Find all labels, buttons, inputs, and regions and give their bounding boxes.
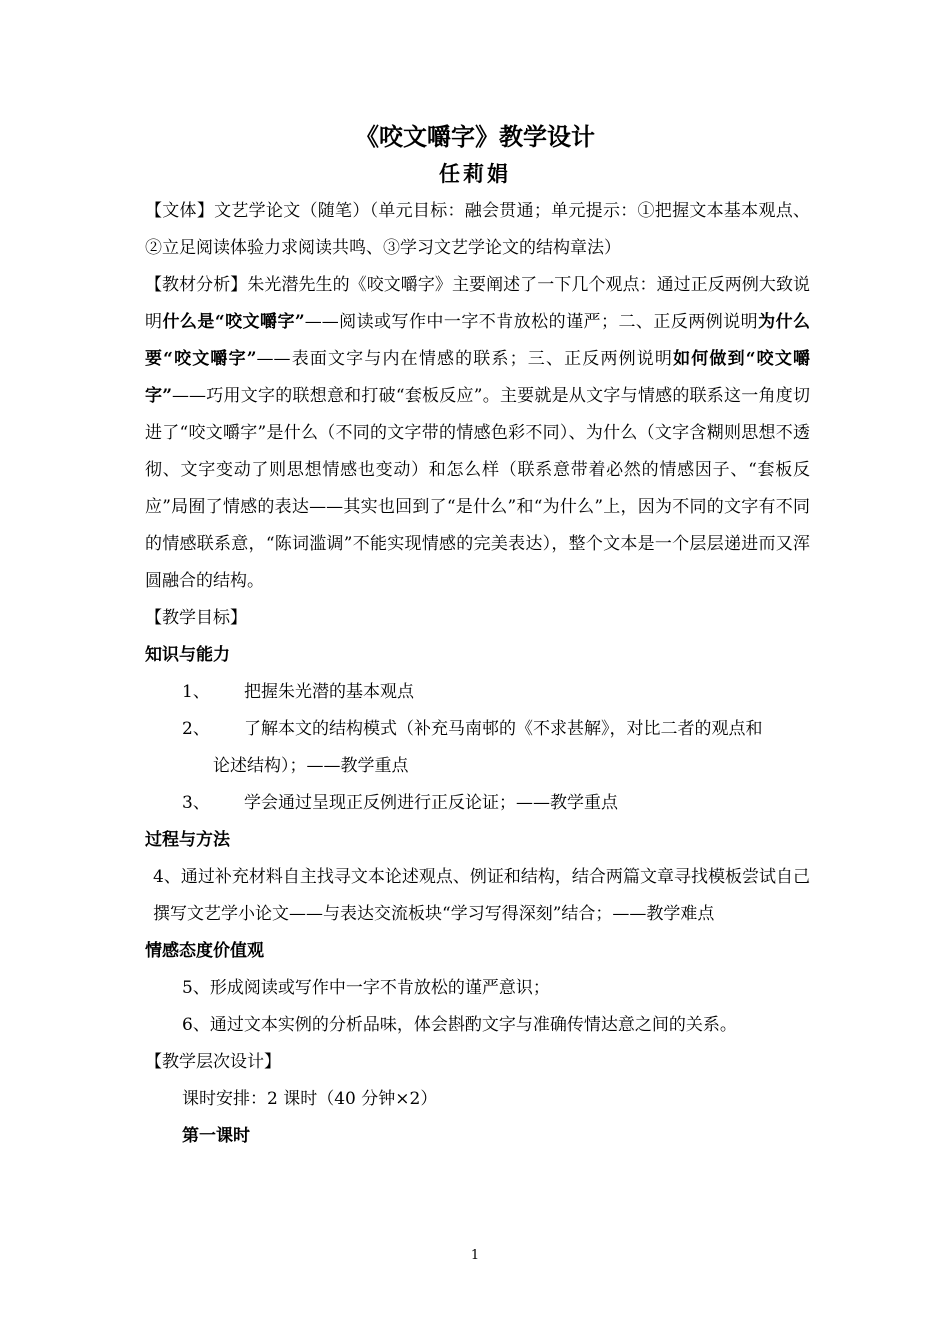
- emotion-item: 6、通过文本实例的分析品味，体会斟酌文字与准确传情达意之间的关系。: [182, 1015, 737, 1035]
- levels-heading: 【教学层次设计】: [145, 1052, 281, 1072]
- knowledge-item: [145, 674, 810, 711]
- analysis-paragraph: [145, 267, 810, 600]
- item-text: 把握朱光潜的基本观点: [244, 682, 414, 702]
- first-lesson-heading: 第一课时: [182, 1126, 250, 1146]
- document-body: [145, 193, 810, 1155]
- analysis-text-3: ——表面文字与内在情感的联系；三、正反两例说明: [256, 349, 674, 369]
- schedule-line: 课时安排：2 课时（40 分钟×2）: [182, 1089, 438, 1109]
- analysis-text-1: 朱光潜先生的《咬文嚼字》主要阐述了一下几个观点：通过正反两例大致说明: [145, 275, 811, 332]
- analysis-text-4: ——巧用文字的联想意和打破“套板反应”。主要就是从文字与情感的联系这一角度切进了“咬文嚼字”是什么（不同的文字带的情感色彩不同）、为什么（文字含糊则思想不透彻、文字变动了则思想情感也变动）和怎么样（联系意带着必然的情感因子、“套板反应”局囿了情感的表达——其实也回到了“是什么”和“为什么”上，因为不同的文字有不同的情感联系意，“陈词滥调”不能实现情感的完美表达），整个文本是一个层层递进而又浑圆融合的结构。: [145, 386, 811, 591]
- process-heading: 过程与方法: [145, 830, 230, 850]
- knowledge-item: [145, 785, 810, 822]
- item-number: 2、: [182, 719, 210, 739]
- emotion-item: 5、形成阅读或写作中一字不肯放松的谨严意识；: [182, 978, 550, 998]
- analysis-bold-2: 为什么要“咬文嚼字”: [145, 312, 811, 369]
- emotion-heading: 情感态度价值观: [145, 941, 264, 961]
- genre-label: 【文体】: [145, 201, 215, 221]
- genre-paragraph: [145, 193, 810, 267]
- knowledge-heading: 知识与能力: [145, 645, 230, 665]
- genre-text: 文艺学论文（随笔）（单元目标：融会贯通；单元提示：①把握文本基本观点、②立足阅读体验力求阅读共鸣、③学习文艺学论文的结构章法）: [145, 201, 811, 258]
- analysis-bold-3: 如何做到“咬文嚼字”: [145, 349, 811, 406]
- item-text: 了解本文的结构模式（补充马南邨的《不求甚解》，对比二者的观点和: [244, 719, 763, 739]
- analysis-text-2: ——阅读或写作中一字不肯放松的谨严；二、正反两例说明: [304, 312, 759, 332]
- page-number: 1: [470, 1248, 480, 1263]
- item-continuation: 论述结构）；——教学重点: [213, 756, 409, 776]
- goals-heading: 【教学目标】: [145, 608, 247, 628]
- analysis-bold-1: 什么是“咬文嚼字”: [162, 312, 305, 332]
- author-name: 任莉娟: [439, 161, 511, 186]
- document-title: 《咬文嚼字》教学设计: [355, 122, 595, 151]
- item-text: 学会通过呈现正反例进行正反论证；——教学重点: [244, 793, 618, 813]
- process-paragraph: 4、通过补充材料自主找寻文本论述观点、例证和结构，结合两篇文章寻找模板尝试自己撰写文艺学小论文——与表达交流板块“学习写得深刻”结合；——教学难点: [153, 867, 810, 924]
- analysis-label: 【教材分析】: [145, 275, 248, 295]
- item-number: 3、: [182, 793, 210, 813]
- knowledge-item: [145, 711, 810, 748]
- item-number: 1、: [182, 682, 210, 702]
